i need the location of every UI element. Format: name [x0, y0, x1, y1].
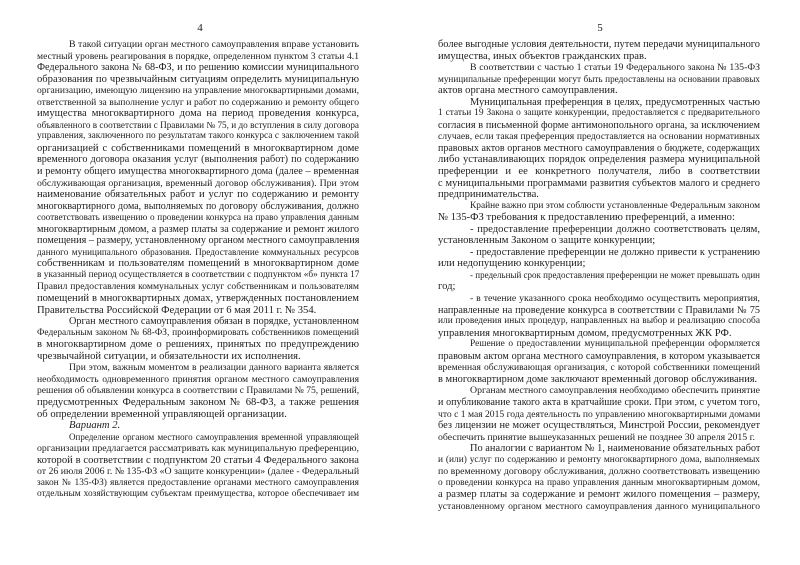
text-line: имущества, иных объектов гражданских прав.: [438, 50, 647, 62]
text-line: обслуживающая организация, временный договор обслуживания). При этом: [37, 177, 359, 189]
text-line: управления, заключенного по результатам такого конкурса с заключением такой: [37, 131, 359, 142]
text-line: согласия в письменной форме антимонопольного органа, за исключением: [438, 119, 760, 131]
text-line: Муниципальная преференция в целях, предусмотренных частью: [470, 96, 760, 108]
text-line: актов органа местного самоуправления.: [438, 85, 618, 97]
text-line: и ремонту общего имущества многоквартирного дома (далее – временная: [37, 166, 359, 178]
text-line: № 135-ФЗ требования к предоставлению преференций, а именно:: [438, 212, 735, 224]
text-line: установленным Законом о защите конкуренции;: [438, 235, 656, 247]
text-line: Правительства Российской Федерации от 6 мая 2011 г. № 354.: [37, 304, 317, 316]
page-number: 4: [197, 22, 203, 34]
page-body: [438, 39, 760, 512]
text-line: обеспечить принятие вышеуказанных решений не позднее 30 апреля 2015 г.: [438, 431, 755, 443]
text-line: предусмотренных Федеральным законом № 68-ФЗ, а также решения: [37, 396, 359, 408]
text-line: преференции и ее конкретного получателя, либо в соответствии: [438, 166, 760, 178]
text-line: В соответствии с частью 1 статьи 19 Федерального закона № 135-ФЗ: [470, 62, 760, 74]
text-line: объявленного в соответствии с Правилами № 75, и до вступления в силу договора: [37, 119, 359, 130]
text-line: 1 статьи 19 Закона о защите конкуренции, предоставляется с предварительного: [438, 108, 760, 119]
text-line: - в течение указанного срока необходимо осуществить мероприятия,: [470, 293, 760, 305]
text-line: временного договора оказания услуг (выполнения работ) по содержанию: [37, 154, 359, 166]
page-number: 5: [597, 22, 603, 34]
text-line: в многоквартирном доме заключают временный договор обслуживания.: [438, 373, 758, 385]
text-line: закон № 135-ФЗ) является предоставление органами местного самоуправления: [37, 477, 359, 488]
text-line: муниципальные преференции могут быть предоставлены на основании правовых: [438, 73, 760, 84]
text-line: год;: [438, 281, 456, 293]
text-line: чрезвычайной ситуации, и обязательности их исполнения.: [37, 350, 301, 362]
text-line: В такой ситуации орган местного самоуправления вправе установить: [69, 39, 359, 50]
text-line: Определение органом местного самоуправления временной управляющей: [69, 431, 359, 442]
text-line: наименование обязательных работ и услуг по содержанию и ремонту: [37, 189, 359, 201]
text-line: что с 1 мая 2015 года деятельность по управлению многоквартирными домами: [438, 408, 760, 420]
text-line: в многоквартирном доме о решениях, принятых по предупреждению: [37, 339, 359, 351]
text-line: и (или) услуг по содержанию и ремонту многоквартирного дома, выполняемых: [438, 454, 760, 465]
text-line: более выгодные условия деятельности, путем передачи муниципального: [438, 39, 760, 50]
text-line: или проведения иных процедур, направленных на выбор и реализацию способа: [438, 316, 760, 327]
text-line: установленному органом местного самоуправления данного муниципального: [438, 500, 760, 512]
text-line: помещения – размеру, установленному органом местного самоуправления: [37, 235, 359, 247]
text-line: которой в соответствии с подпунктом 20 статьи 4 Федерального закона: [37, 454, 359, 466]
text-line: - предоставление преференции должно соответствовать целям,: [470, 223, 760, 235]
text-line: Решение о предоставлении муниципальной преференции оформляется: [470, 339, 760, 350]
text-line: а размер платы за содержание и ремонт жилого помещения – размеру,: [438, 489, 760, 501]
text-line: об определении временной управляющей организации.: [37, 408, 287, 420]
text-line: Органам местного самоуправления необходимо обеспечить принятие: [470, 385, 760, 397]
text-line: Крайне важно при этом соблюсти установленные Федеральным законом: [470, 200, 760, 211]
text-line: многоквартирным домом, а размер платы за содержание и ремонт жилого: [37, 223, 359, 235]
text-line: в указанный период осуществляется в соответствии с подпунктом «б» пункта 17: [37, 269, 359, 280]
text-line: При этом, важным моментом в реализации данного варианта является: [69, 362, 359, 374]
text-line: случаев, если такая преференция предоставляется на основании нормативных: [438, 131, 760, 143]
text-line: - предоставление преференции не должно привести к устранению: [470, 246, 760, 258]
text-line: Федерального закона № 68-ФЗ, и по решению комиссии муниципального: [37, 62, 359, 74]
text-line: местный уровень реагирования в порядке, определенном пунктом 3 статьи 4.1: [37, 50, 359, 62]
text-line: направленные на проведение конкурса в соответствии с Правилами № 75: [438, 304, 760, 316]
text-line: По аналогии с вариантом № 1, наименование обязательных работ: [470, 443, 760, 455]
text-line: правовых актов органов местного самоуправления о бюджете, содержащих: [438, 142, 760, 154]
text-line: имущества многоквартирного дома на период проведения конкурса,: [37, 108, 359, 120]
text-line: данного муниципального образования. Предоставление коммунальных ресурсов: [37, 246, 359, 257]
text-line: по временному договору обслуживания, должно соответствовать извещению: [438, 466, 760, 478]
text-line: Орган местного самоуправления обязан в порядке, установленном: [69, 316, 359, 328]
text-line: решения об объявлении конкурса в соответствии с Правилами № 75, решений,: [37, 385, 359, 397]
text-line: управления многоквартирным домом, предусмотренных ЖК РФ.: [438, 327, 732, 339]
text-line: Правил предоставления коммунальных услуг собственникам и пользователям: [37, 281, 359, 293]
text-line: без лицензии не может осуществляться, Минстрой России, рекомендует: [438, 420, 760, 432]
text-line: организации предлагается рассматривать как муниципальную преференцию,: [37, 443, 359, 455]
text-line: правовым актом органа местного самоуправления, в котором указывается: [438, 350, 760, 362]
text-line: предпринимательства.: [438, 189, 539, 201]
text-line: о проведении конкурса на право управления данным многоквартирным домом,: [438, 477, 760, 488]
text-line: от 26 июля 2006 г. № 135-ФЗ «О защите конкуренции» (далее - Федеральный: [37, 466, 359, 478]
page-right: [400, 0, 800, 565]
text-line: организацию, имеющую лицензию на управление многоквартирными домами,: [37, 85, 359, 97]
text-line: с муниципальными программами развития субъектов малого и среднего: [438, 177, 760, 189]
text-line: Вариант 2.: [69, 420, 121, 432]
text-line: соответствовать извещению о проведении конкурса на право управления данным: [37, 212, 359, 223]
text-line: собственникам и пользователям помещений в многоквартирном доме: [37, 258, 359, 270]
text-line: - предельный срок предоставления преференции не может превышать один: [470, 269, 760, 280]
page-body: [37, 39, 359, 501]
text-line: и опубликование такого акта в кратчайшие сроки. При этом, с учетом того,: [438, 396, 760, 408]
text-line: необходимость одновременного принятия органом местного самоуправления: [37, 373, 359, 385]
text-line: помещений в многоквартирных домах, утвержденных постановлением: [37, 293, 359, 305]
text-line: временная обслуживающая организация, с которой собственники помещений: [438, 362, 760, 374]
text-line: отдельным хозяйствующим субъектам преимущества, которое обеспечивает им: [37, 489, 359, 500]
text-line: или недопущению конкуренции;: [438, 258, 586, 270]
text-line: Федеральным законом № 68-ФЗ, проинформировать собственников помещений: [37, 327, 359, 338]
text-line: многоквартирного дома, выполняемых по договору обслуживания, должно: [37, 200, 359, 212]
text-line: либо устанавливающих порядок определения размера муниципальной: [438, 154, 760, 166]
text-line: организацией с собственниками помещений в многоквартирном доме: [37, 142, 359, 154]
text-line: образования по чрезвычайным ситуациям определить муниципальную: [37, 73, 359, 85]
text-line: ответственной за выполнение услуг и работ по содержанию и ремонту общего: [37, 96, 359, 108]
